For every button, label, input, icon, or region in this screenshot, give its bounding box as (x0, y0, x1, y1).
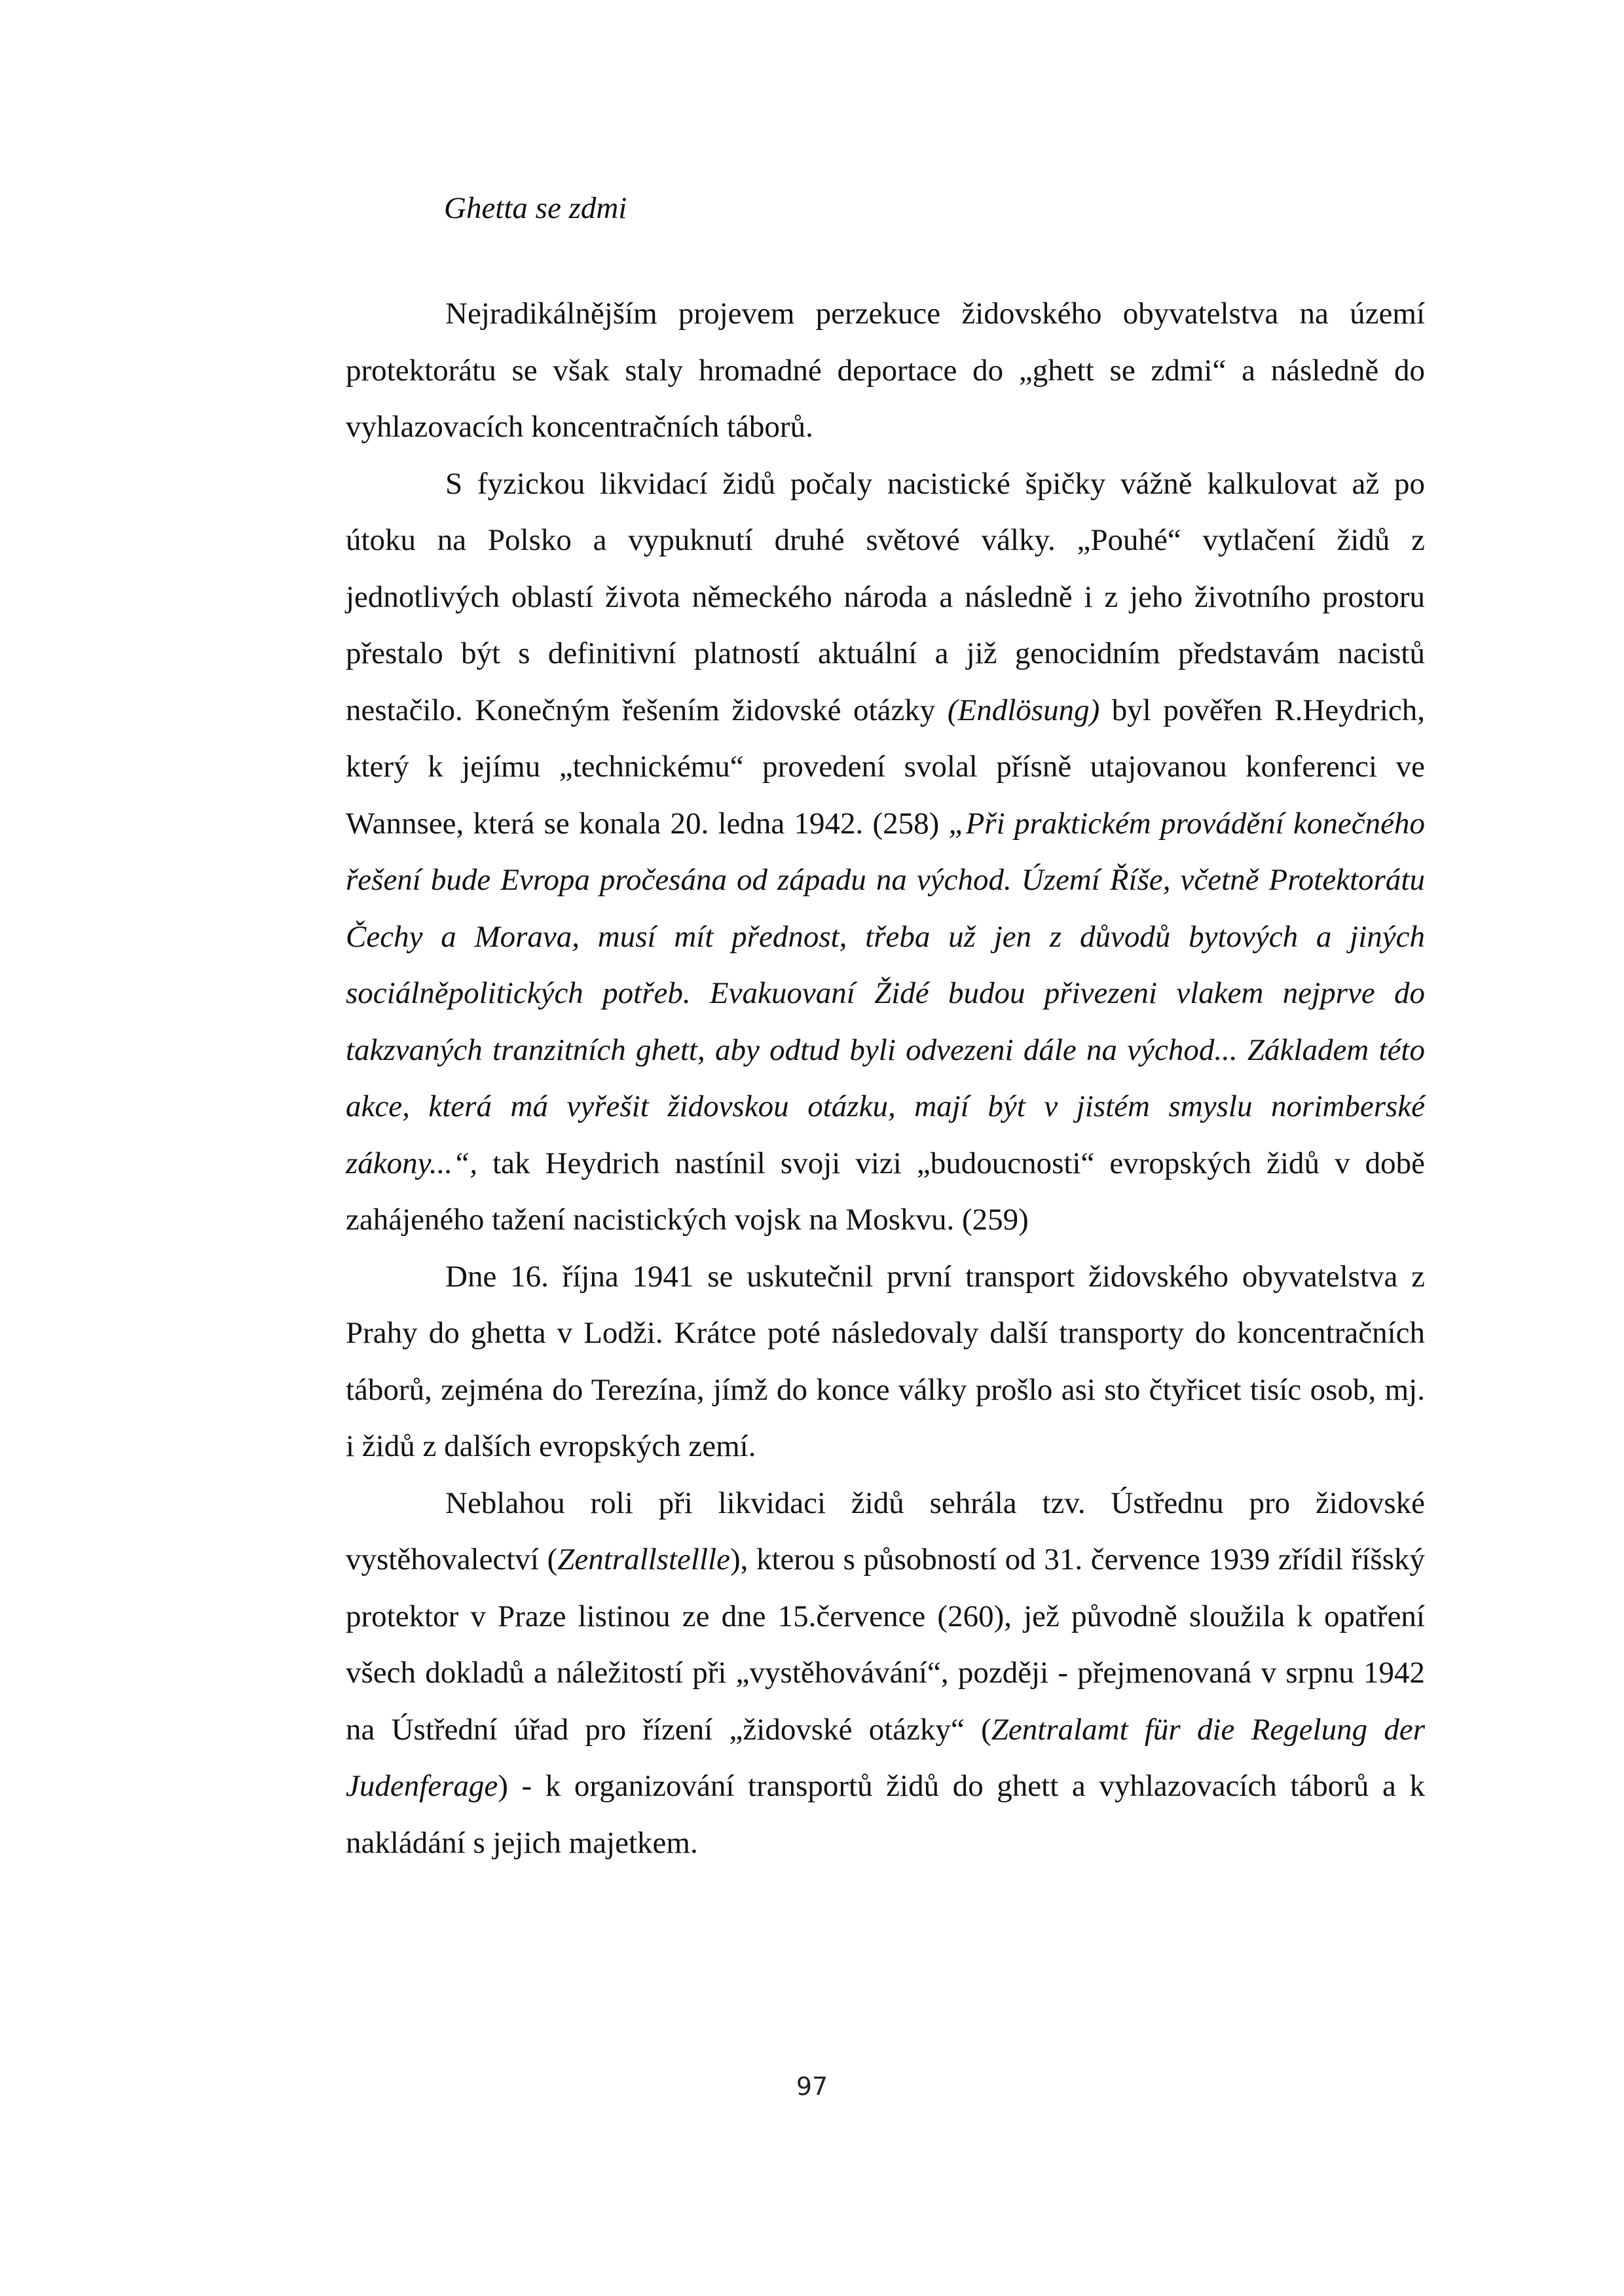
text-segment: ), kterou s působností od 31. července 1939 zřídil říšský protektor v Praze listinou ze dne 15.července (260), jež původně sloužila k opatření všech dokladů a náležitostí při „vystěhovávání“, později - přejmenovaná v srpnu 1942 na Ústřední úřad pro řízení „židovské otázky“ ( (346, 1542, 1425, 1747)
italic-quote-heydrich: „Při praktickém provádění konečného řešení bude Evropa pročesána od západu na východ. Území Říše, včetně Protektorátu Čechy a Morava, musí mít přednost, třeba už jen z důvodů bytových a jiných sociálněpolitických potřeb. Evakuovaní Židé budou přivezeni vlakem nejprve do takzvaných tranzitních ghett, aby odtud byli odvezeni dále na východ... Základem této akce, která má vyřešit židovskou otázku, mají být v jistém smyslu norimberské zákony...“, (346, 806, 1425, 1180)
italic-term-zentralamt: Zentralamt für die Regelung der Judenferage (346, 1712, 1425, 1803)
paragraph-1 (346, 285, 1425, 456)
page-number: 97 (796, 2072, 828, 2101)
paragraph-4 (346, 1475, 1425, 1872)
text-segment: Nejradikálnějším projevem perzekuce židovského obyvatelstva na území protektorátu se však staly hromadné deportace do „ghett se zdmi“ a následně do vyhlazovacích koncentračních táborů. (346, 297, 1425, 444)
section-heading: Ghetta se zdmi (444, 191, 627, 225)
text-segment: Dne 16. října 1941 se uskutečnil první transport židovského obyvatelstva z Prahy do ghetta v Lodži. Krátce poté následovaly další transporty do koncentračních táborů, zejména do Terezína, jímž do konce války prošlo asi sto čtyřicet tisíc osob, mj. i židů z dalších evropských zemí. (346, 1259, 1425, 1463)
text-segment: Neblahou roli při likvidaci židů sehrála tzv. Ústřednu pro židovské vystěhovalectví ( (346, 1485, 1425, 1576)
italic-term-endlosung: (Endlösung) (947, 693, 1100, 727)
text-segment: byl pověřen R.Heydrich, který k jejímu „technickému“ provedení svolal přísně utajovanou konferenci ve Wannsee, která se konala 20. ledna 1942. (258) (346, 693, 1426, 841)
text-segment: S fyzickou likvidací židů počaly nacistické špičky vážně kalkulovat až po útoku na Polsko a vypuknutí druhé světové války. „Pouhé“ vytlačení židů z jednotlivých oblastí života německého národa a následně i z jeho životního prostoru přestalo být s definitivní platností aktuální a již genocidním představám nacistů nestačilo. Konečným řešením židovské otázky (346, 466, 1425, 727)
paragraph-3 (346, 1248, 1425, 1475)
page-body (346, 189, 1425, 1871)
text-segment: tak Heydrich nastínil svoji vizi „budoucnosti“ evropských židů v době zahájeného tažení nacistických vojsk na Moskvu. (259) (346, 1146, 1425, 1237)
paragraph-2 (346, 456, 1425, 1248)
text-segment: ) - k organizování transportů židů do ghett a vyhlazovacích táborů a k nakládání s jejich majetkem. (346, 1769, 1425, 1860)
italic-term-zentrallstelle: Zentrallstellle (557, 1542, 730, 1576)
